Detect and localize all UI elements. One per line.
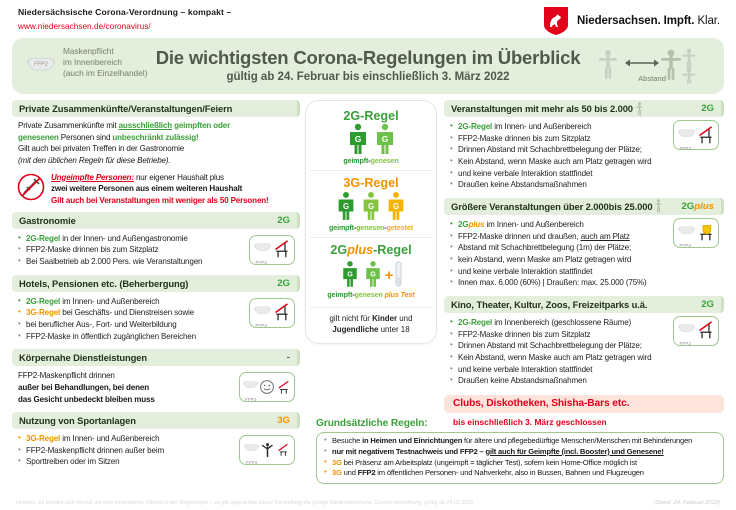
list-item-continuation: • kein Abstand, wenn Maske am Platz getragen wird xyxy=(450,254,718,266)
header-banner xyxy=(12,38,724,94)
icon-box xyxy=(249,298,295,328)
ffp2-mask-icon xyxy=(254,240,271,266)
private-line-1: Private Zusammenkünfte mit ausschließlich geimpften oder xyxy=(18,121,231,130)
g-rule-title-italic: plus xyxy=(347,243,374,257)
icon-box xyxy=(673,316,719,346)
section-body xyxy=(12,292,300,345)
section-title: Körpernahe Dienstleistungen xyxy=(19,352,148,364)
svg-text:G: G xyxy=(354,134,361,144)
list-item: • Draußen keine Abstandsmaßnahmen xyxy=(450,375,718,387)
list-item: • Abstand mit Schachbrettbelegung (1m) der Plätze; xyxy=(450,242,718,254)
g-rule-3g xyxy=(310,170,432,235)
ffp2-mask-icon xyxy=(678,321,695,347)
left-column xyxy=(12,100,300,475)
face-uncovered-icon xyxy=(259,379,275,395)
general-rules-list xyxy=(324,436,716,479)
list-item: • FFP2-Maske drinnen und draußen, auch am Platz xyxy=(450,231,718,243)
list-item-continuation: • Kein Abstand, wenn Maske auch am Platz getragen wird xyxy=(450,156,718,168)
website-url[interactable]: www.niedersachsen.de/coronavirus/ xyxy=(18,22,151,31)
plain-line-3: das Gesicht unbedeckt bleiben muss xyxy=(18,394,155,404)
g-rule-title xyxy=(310,243,432,257)
g-rule-caption: geimpft-genesen-getestet xyxy=(329,224,413,232)
ffp2-label: FFP2 xyxy=(679,243,692,249)
g-rule-2gplus xyxy=(310,237,432,302)
svg-text:G: G xyxy=(342,201,350,211)
mask-note-text xyxy=(63,46,147,80)
list-item: • Drinnen Abstand mit Schachbrettbelegung der Plätze; xyxy=(450,144,718,156)
caption-getestet: getestet xyxy=(386,224,413,232)
age-note-a: gilt nicht für xyxy=(329,314,373,323)
ffp2-mask-icon xyxy=(243,378,258,403)
list-item: • FFP2-Maskenpflicht drinnen außer beim xyxy=(18,445,294,457)
page-subtitle: gültig ab 24. Februar bis einschließlich 3. März 2022 xyxy=(226,71,510,83)
no-distance-icon xyxy=(276,380,291,395)
list-item: • 3G-Regel bei Geschäfts- und Dienstreisen sowie xyxy=(18,307,294,319)
svg-text:G: G xyxy=(367,201,375,211)
section-header xyxy=(12,275,300,292)
list-item-continuation: • und keine verbale Interaktion stattfindet xyxy=(450,266,718,278)
no-distance-icon xyxy=(276,443,290,457)
caption-geimpft: geimpft xyxy=(343,157,369,165)
right-column xyxy=(444,100,724,427)
list-item: • Drinnen Abstand mit Schachbrettbelegung der Plätze; xyxy=(450,340,718,352)
section-title: Private Zusammenkünfte/Veranstaltungen/Feiern xyxy=(19,103,233,114)
g-rules-age-note xyxy=(310,307,432,335)
section-events-50-2000 xyxy=(444,100,724,193)
g-rule-title: 3G-Regel xyxy=(343,176,399,190)
general-rules-box xyxy=(316,432,724,484)
ffp2-label: FFP2 xyxy=(679,341,692,347)
svg-text:FFP2: FFP2 xyxy=(33,61,48,68)
g-rules-card xyxy=(305,100,437,344)
g-rule-caption xyxy=(310,157,432,165)
clubs-subtitle: bis einschließlich 3. März geschlossen xyxy=(453,416,607,427)
ffp2-label: FFP2 xyxy=(255,260,268,266)
g-rule-caption: geimpft-genesen plus Test xyxy=(327,291,415,299)
chair-no-distance-icon xyxy=(272,303,291,322)
mask-requirement-note xyxy=(26,46,147,80)
person-g-icon xyxy=(359,190,383,222)
section-body xyxy=(444,117,724,193)
person-g-icon xyxy=(384,190,408,222)
distance-illustration xyxy=(594,48,704,84)
age-note-e: unter 18 xyxy=(378,325,410,335)
mask-note-line3: (auch im Einzelhandel) xyxy=(63,68,148,79)
person-g-icon xyxy=(372,123,398,155)
status-badge: 2G xyxy=(277,277,290,289)
svg-text:G: G xyxy=(346,269,353,279)
age-note-line-1 xyxy=(310,313,432,324)
section-cinema-theatre xyxy=(444,296,724,389)
section-title: Gastronomie xyxy=(19,214,76,226)
section-clubs xyxy=(444,395,724,413)
g-rule-figures xyxy=(310,192,432,222)
status-badge: 2G xyxy=(701,298,714,310)
icon-box xyxy=(673,120,719,150)
unvaccinated-note xyxy=(12,167,300,207)
caption-geimpft: geimpft xyxy=(327,291,353,299)
person-g-icon xyxy=(334,190,358,222)
person-g-icon xyxy=(339,259,361,289)
ffp2-label: FFP2 xyxy=(246,460,258,466)
list-item: • Innen max. 6.000 (60%) | Draußen: max. 25.000 (75%) xyxy=(450,277,718,289)
unvaccinated-text xyxy=(51,172,269,207)
document-title: Niedersächsische Corona-Verordnung – kompakt – xyxy=(18,7,232,17)
lower-saxony-horse-shield-icon xyxy=(542,6,570,36)
section-body xyxy=(444,313,724,389)
age-note-c: und xyxy=(397,314,413,323)
person-icon xyxy=(636,102,643,116)
caption-plus-test: plus Test xyxy=(384,291,415,299)
footer-stand: (Stand: 24. Februar 2022) xyxy=(653,500,720,506)
list-item: • FFP2-Maske drinnen bis zum Sitzplatz xyxy=(450,133,718,145)
footer-note: Hinweis: Es handelt sich hierbei um eine vereinfachte Übersicht der Regelungen – es gilt ungeachtet dieser Darstellung die gültige Niedersächsische Corona-Verordnung, gültig ab 24.02.2022 xyxy=(16,500,474,506)
list-item: • FFP2-Maske drinnen bis zum Sitzplatz xyxy=(18,244,294,256)
section-general-rules xyxy=(316,418,724,484)
list-item-continuation: • bei beruflicher Aus-, Fort- und Weiterbildung xyxy=(18,319,294,331)
ffp2-label: FFP2 xyxy=(245,397,257,403)
logo xyxy=(542,6,720,36)
mask-note-line2: im Innenbereich xyxy=(63,57,123,68)
g-rule-title-plain: 2G xyxy=(330,243,348,257)
status-badge: 2G xyxy=(277,214,290,226)
ffp2-label: FFP2 xyxy=(255,323,268,329)
list-item: • 3G bei Präsenz am Arbeitsplatz (ungeimpft = täglicher Test), sofern kein Home-Office möglich ist xyxy=(324,458,716,469)
list-item: • 2G-Regel in der Innen- und Außengastronomie xyxy=(18,233,294,245)
section-personal-services xyxy=(12,349,300,407)
status-badge: - xyxy=(286,352,290,364)
status-badge: 2G xyxy=(701,103,714,114)
section-header xyxy=(12,212,300,229)
unvaccinated-line-3: Gilt auch bei Veranstaltungen mit weniger als 50 Personen! xyxy=(51,195,269,205)
page-title: Die wichtigsten Corona-Regelungen im Überblick xyxy=(155,47,581,68)
private-line-3: Gilt auch bei privaten Treffen in der Gastronomie xyxy=(18,144,185,154)
logo-text-bold: Niedersachsen. Impft. xyxy=(576,15,695,27)
clubs-title: Clubs, Diskotheken, Shisha-Bars etc. xyxy=(453,398,630,410)
status-badge: 3G xyxy=(277,415,290,427)
list-item-continuation: • Kein Abstand, wenn Maske auch am Platz getragen wird xyxy=(450,352,718,364)
section-header xyxy=(12,349,300,366)
mask-note-line1: Maskenpflicht xyxy=(63,46,114,56)
badge-plus: plus xyxy=(694,200,714,212)
section-header xyxy=(444,296,724,313)
chair-gold-icon xyxy=(696,223,715,242)
chair-no-distance-icon xyxy=(272,240,291,259)
list-item: • 2G-Regel im Innen- und Außenbereich xyxy=(18,296,294,308)
icon-box xyxy=(249,235,295,265)
age-note-b: Kinder xyxy=(372,314,398,323)
middle-column xyxy=(305,100,437,344)
section-private-gatherings xyxy=(12,100,300,207)
section-body xyxy=(12,366,300,407)
section-gastronomy xyxy=(12,212,300,270)
section-title: Kino, Theater, Kultur, Zoos, Freizeitparks u.ä. xyxy=(451,298,648,310)
caption-sep: - xyxy=(368,157,371,165)
ffp2-mask-icon xyxy=(678,223,695,249)
private-line-2: genesenen Personen sind unbeschränkt zulässig! xyxy=(18,132,199,142)
sport-person-icon xyxy=(260,442,275,459)
chair-no-distance-icon xyxy=(696,126,715,145)
chair-no-distance-icon xyxy=(696,321,715,340)
age-note-line-2 xyxy=(310,324,432,335)
list-item-continuation: • und keine verbale Interaktion stattfindet xyxy=(450,168,718,180)
section-title: Hotels, Pensionen etc. (Beherbergung) xyxy=(19,277,189,289)
plain-line-1: FFP2-Maskenpflicht drinnen xyxy=(18,371,115,381)
section-header xyxy=(12,100,300,117)
footer xyxy=(16,500,720,506)
list-item: • 3G-Regel im Innen- und Außenbereich xyxy=(18,433,294,445)
private-line-4: (mit den üblichen Regeln für diese Betriebe). xyxy=(18,155,171,165)
caption-genesen: genesen xyxy=(354,291,383,299)
list-item: • 2G-Regel im Innen- und Außenbereich xyxy=(450,121,718,133)
section-body xyxy=(444,215,724,291)
list-item: • 3G und FFP2 im öffentlichen Personen- und Nahverkehr, also in Bussen, Bahnen und Flugzeugen xyxy=(324,468,716,479)
ffp2-mask-icon xyxy=(254,303,271,329)
list-item: • Besuche in Heimen und Einrichtungen für ältere und pflegebedürftige Menschen/Menschen mit Behinderungen xyxy=(324,436,716,447)
status-badge xyxy=(681,201,714,212)
g-rule-title-rest: -Regel xyxy=(373,243,412,257)
distance-label: Abstand xyxy=(638,74,666,83)
top-bar xyxy=(0,0,736,38)
list-item-continuation: • und keine verbale Interaktion stattfindet xyxy=(450,364,718,376)
unvaccinated-line-2: zwei weitere Personen aus einem weiteren Haushalt xyxy=(51,184,243,194)
person-g-icon xyxy=(362,259,384,289)
section-title: Veranstaltungen mit mehr als 50 bis 2.000 xyxy=(451,103,633,114)
private-paragraph xyxy=(12,117,300,167)
general-rules-title: Grundsätzliche Regeln: xyxy=(316,418,428,429)
section-header xyxy=(444,198,724,215)
logo-text xyxy=(577,15,720,27)
age-note-d: Jugendliche xyxy=(332,325,379,335)
section-header xyxy=(444,100,724,117)
section-body xyxy=(12,229,300,270)
section-title-light: bis 25.000 xyxy=(608,200,653,212)
svg-text:G: G xyxy=(381,134,388,144)
ffp2-label: FFP2 xyxy=(679,145,692,151)
g-rule-2g xyxy=(310,107,432,168)
icon-box xyxy=(239,435,295,465)
caption-geimpft: geimpft xyxy=(329,224,354,232)
list-item: • 2Gplus im Innen- und Außenbereich xyxy=(450,219,718,231)
section-large-events xyxy=(444,198,724,291)
caption-genesen: genesen xyxy=(370,157,399,165)
plain-line-2: außer bei Behandlungen, bei denen xyxy=(18,382,149,392)
icon-box xyxy=(673,218,719,248)
no-syringe-unvaccinated-icon xyxy=(16,172,46,202)
section-header xyxy=(12,412,300,429)
list-item: • Bei Saalbetrieb ab 2.000 Pers. wie Veranstaltungen xyxy=(18,256,294,268)
ffp2-mask-icon xyxy=(26,52,56,74)
list-item: • Draußen keine Abstandsmaßnahmen xyxy=(450,179,718,191)
list-item-continuation: • Sporttreiben oder im Sitzen xyxy=(18,456,294,468)
section-hotels xyxy=(12,275,300,345)
section-title: Größere Veranstaltungen über 2.000 xyxy=(451,200,609,212)
section-body xyxy=(12,429,300,470)
test-tube-icon xyxy=(394,261,403,289)
logo-text-light: Klar. xyxy=(694,15,720,27)
g-rule-figures xyxy=(310,125,432,155)
section-sports-facilities xyxy=(12,412,300,470)
badge-2g: 2G xyxy=(681,200,695,212)
section-title: Nutzung von Sportanlagen xyxy=(19,415,136,427)
svg-text:G: G xyxy=(392,201,400,211)
icon-box xyxy=(239,372,295,402)
list-item: • FFP2-Maske drinnen bis zum Sitzplatz xyxy=(450,329,718,341)
g-rule-figures xyxy=(310,259,432,289)
plus-sign: + xyxy=(384,267,394,284)
caption-genesen: genesen xyxy=(356,224,385,232)
list-item-continuation: • nur mit negativem Testnachweis und FFP2 – gilt auch für Geimpfte (incl. Booster) und Genesene! xyxy=(324,447,716,458)
list-item: • FFP2-Maske in öffentlich zugänglichen Bereichen xyxy=(18,331,294,343)
list-item: • 2G-Regel im Innenbereich (geschlossene Räume) xyxy=(450,317,718,329)
ffp2-mask-icon xyxy=(678,126,695,151)
ffp2-mask-icon xyxy=(244,441,259,466)
svg-text:G: G xyxy=(369,269,376,279)
person-g-icon xyxy=(345,123,371,155)
unvaccinated-line-1: Ungeimpfte Personen: nur eigener Haushalt plus xyxy=(51,172,224,182)
g-rule-title: 2G-Regel xyxy=(343,109,399,123)
person-icon xyxy=(655,199,662,213)
